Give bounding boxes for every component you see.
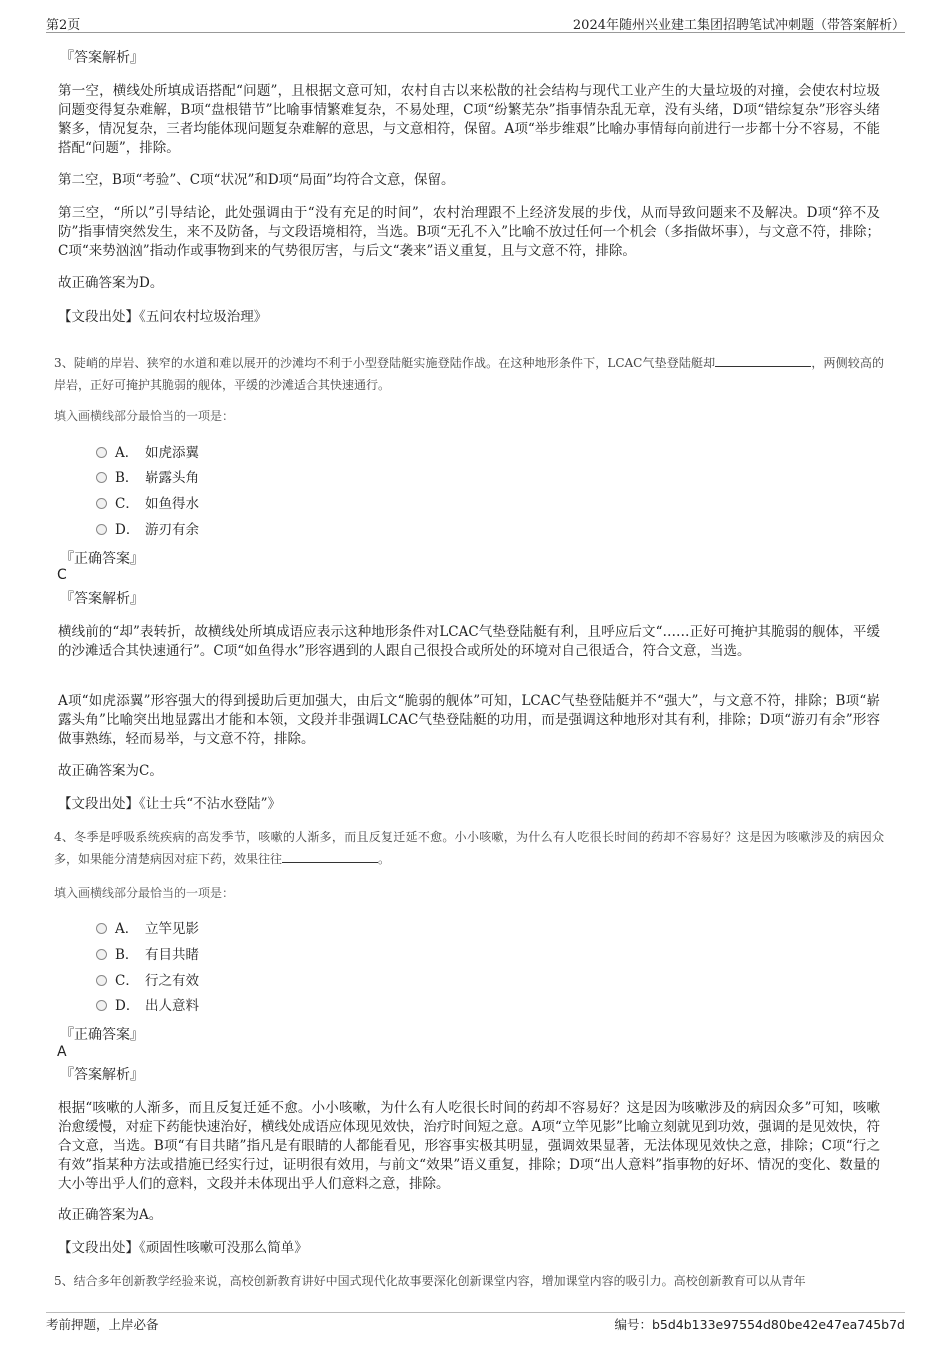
q3-correct-label: 『正确答案』	[60, 551, 144, 567]
q4-correct-label: 『正确答案』	[60, 1027, 144, 1043]
footer-slogan: 考前押题，上岸必备	[46, 1317, 159, 1332]
q3-option-c[interactable]: C． 如鱼得水	[96, 494, 199, 514]
q3-analysis-label: 『答案解析』	[60, 591, 144, 607]
q4-stem-after: 。	[378, 852, 391, 866]
q3-option-d[interactable]: D． 游刃有余	[96, 520, 199, 540]
q4-stem-before: 4、冬季是呼吸系统疾病的高发季节，咳嗽的人渐多，而且反复迁延不愈。小小咳嗽，为什么有人吃很长时间的药却不容易好？这是因为咳嗽涉及的病因众多，如果能分清楚病因对症下药，效果往往	[54, 830, 884, 866]
q2-conclusion: 故正确答案为D。	[58, 275, 164, 291]
q2-analysis-label: 『答案解析』	[60, 50, 144, 66]
footer-code	[614, 1315, 905, 1333]
document-title: 2024年随州兴业建工集团招聘笔试冲刺题（带答案解析）	[572, 18, 905, 33]
radio-button[interactable]	[96, 472, 107, 483]
footer-code-label: 编号：	[614, 1317, 652, 1332]
page-header	[46, 14, 905, 33]
radio-button[interactable]	[96, 447, 107, 458]
q2-analysis-p1: 第一空，横线处所填成语搭配“问题”，且根据文意可知，农村自古以来松散的社会结构与现代工业产生的大量垃圾的对撞，会使农村垃圾问题变得复杂难解，B项“盘根错节”比喻事情繁难复杂，不易处理，C项“纷繁芜杂”指事情杂乱无章，没有头绪，D项“错综复杂”形容头绪繁多，情况复杂，三者均能体现问题复杂难解的意思，与文意相符，保留。A项“举步维艰”比喻办事情每向前进行一步都十分不容易，不能搭配“问题”，排除。	[58, 83, 880, 156]
q4-option-d[interactable]: D． 出人意料	[96, 996, 199, 1016]
radio-button[interactable]	[96, 498, 107, 509]
q2-analysis-p3: 第三空，“所以”引导结论，此处强调由于“没有充足的时间”，农村治理跟不上经济发展的步伐，从而导致问题来不及解决。D项“猝不及防”指事情突然发生，来不及防备，与文段语境相符，当选。B项“无孔不入”比喻不放过任何一个机会（多指做坏事），与文意不符，排除；C项“来势汹汹”指动作或事物到来的气势很厉害，与后文“袭来”语义重复，且与文意不符，排除。	[58, 205, 880, 259]
q3-blank	[715, 354, 811, 367]
radio-button[interactable]	[96, 949, 107, 960]
q3-option-b[interactable]: B． 崭露头角	[96, 468, 199, 488]
page-number: 第2页	[46, 18, 81, 33]
radio-button[interactable]	[96, 1000, 107, 1011]
radio-button[interactable]	[96, 975, 107, 986]
q4-correct-answer: A	[57, 1044, 67, 1060]
q5-stem: 5、结合多年创新教学经验来说，高校创新教育讲好中国式现代化故事要深化创新课堂内容，增加课堂内容的吸引力。高校创新教育可以从青年	[54, 1274, 806, 1288]
q4-option-c[interactable]: C． 行之有效	[96, 971, 199, 991]
radio-button[interactable]	[96, 923, 107, 934]
q3-source: 【文段出处】《让士兵“不沾水登陆”》	[58, 796, 282, 812]
q4-blank	[282, 850, 378, 863]
q3-correct-answer: C	[57, 567, 67, 583]
q4-option-b[interactable]: B． 有目共睹	[96, 945, 199, 965]
q3-analysis-p2: A项“如虎添翼”形容强大的得到援助后更加强大，由后文“脆弱的舰体”可知，LCAC气垫登陆艇并不“强大”，与文意不符，排除；B项“崭露头角”比喻突出地显露出才能和本领，文段并非强调LCAC气垫登陆艇的功用，而是强调这种地形对其有利，排除；D项“游刃有余”形容做事熟练，轻而易举，与文意不符，排除。	[58, 693, 880, 747]
q3-stem-after: ，两侧较高的岸岩，正好可掩护其脆弱的舰体，平缓的沙滩适合其快速通行。	[54, 356, 884, 392]
q3-prompt: 填入画横线部分最恰当的一项是：	[54, 409, 235, 423]
q4-option-a[interactable]: A． 立竿见影	[96, 919, 199, 939]
q4-prompt: 填入画横线部分最恰当的一项是：	[54, 886, 235, 900]
footer-code-value: b5d4b133e97554d80be42e47ea745b7d	[651, 1317, 905, 1332]
q4-analysis-label: 『答案解析』	[60, 1067, 144, 1083]
q4-conclusion: 故正确答案为A。	[58, 1207, 163, 1223]
q3-conclusion: 故正确答案为C。	[58, 763, 163, 779]
page-footer	[46, 1312, 905, 1332]
q2-source: 【文段出处】《五问农村垃圾治理》	[58, 309, 268, 325]
q3-stem	[54, 352, 884, 396]
radio-button[interactable]	[96, 524, 107, 535]
q3-option-a[interactable]: A． 如虎添翼	[96, 443, 199, 463]
q2-analysis-p2: 第二空，B项“考验”、C项“状况”和D项“局面”均符合文意，保留。	[58, 172, 455, 188]
q4-analysis-p1: 根据“咳嗽的人渐多，而且反复迁延不愈。小小咳嗽，为什么有人吃很长时间的药却不容易好？这是因为咳嗽涉及的病因众多”可知，咳嗽治愈缓慢，对症下药能快速治好，横线处成语应体现见效快，治疗时间短之意。A项“立竿见影”比喻立刻就见到功效，强调的是见效快，符合文意，当选。B项“有目共睹”指凡是有眼睛的人都能看见，形容事实极其明显，强调效果显著，无法体现见效快之意，排除；C项“行之有效”指某种方法或措施已经实行过，证明很有效用，与前文“效果”语义重复，排除；D项“出人意料”指事物的好坏、情况的变化、数量的大小等出乎人们的意料，文段并未体现出乎人们意料之意，排除。	[58, 1100, 880, 1192]
q4-source: 【文段出处】《顽固性咳嗽可没那么简单》	[58, 1240, 308, 1256]
q3-stem-before: 3、陡峭的岸岩、狭窄的水道和难以展开的沙滩均不利于小型登陆艇实施登陆作战。在这种地形条件下，LCAC气垫登陆艇却	[54, 356, 716, 370]
q3-analysis-p1: 横线前的“却”表转折，故横线处所填成语应表示这种地形条件对LCAC气垫登陆艇有利，且呼应后文“……正好可掩护其脆弱的舰体，平缓的沙滩适合其快速通行”。C项“如鱼得水”形容遇到的人跟自己很投合或所处的环境对自己很适合，符合文意，当选。	[58, 624, 880, 659]
q4-stem	[54, 826, 884, 870]
